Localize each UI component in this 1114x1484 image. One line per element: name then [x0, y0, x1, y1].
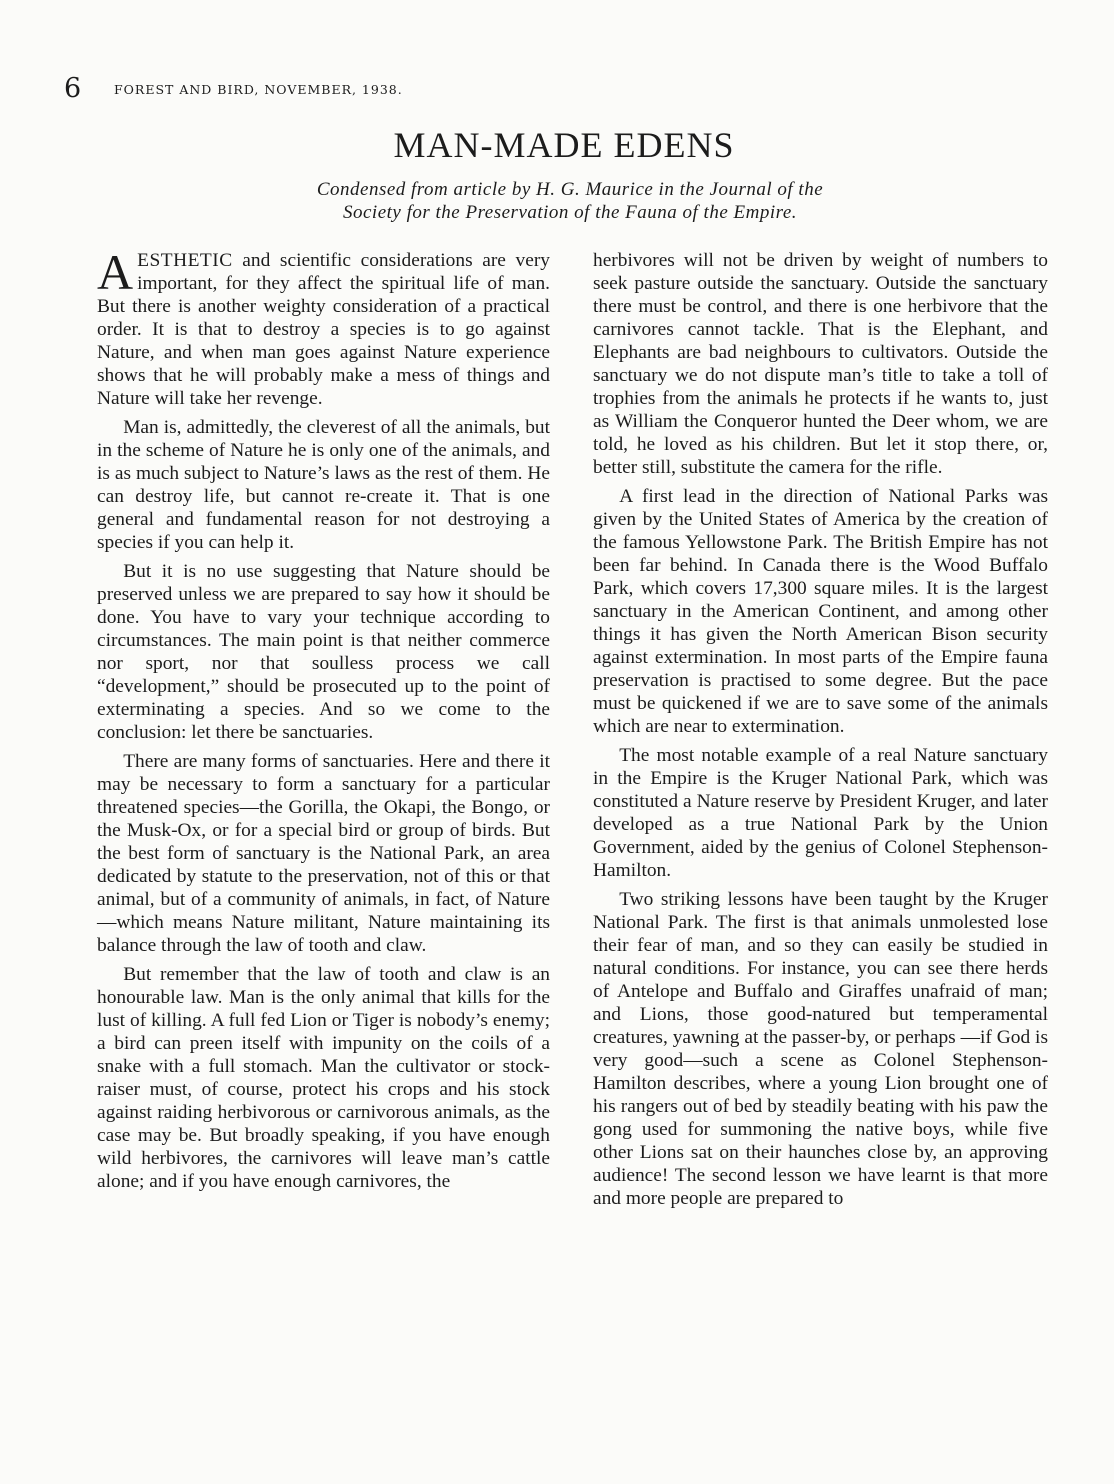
paragraph: Two striking lessons have been taught by the Kruger National Park. The first is that animals unmolested lose their fear of man, and so they can easily be studied in natural conditions. For instance, you can see there herds of Antelope and Buffalo and Giraffes unafraid of man; and Lions, those good-natured but temperamental creatures, yawning at the passer-by, or perhaps —if God is very good—such a scene as Colonel Stephenson-Hamilton describes, where a young Lion brought one of his rangers out of bed by steadily beating with his paw the gong used for summoning the native boys, while five other Lions sat on their haunches close by, an approving audience! The second lesson we have learnt is that more and more people are prepared to: [593, 889, 1048, 1209]
paragraph: But it is no use suggesting that Nature should be preserved unless we are prepared to say how it should be done. You have to vary your technique according to circumstances. The main point is that neither commerce nor sport, nor that soulless process we call “development,” should be prosecuted up to the point of exterminating a species. And so we come to the conclusion: let there be sanctuaries.: [97, 561, 550, 743]
page-number: 6: [64, 73, 82, 104]
left-column: [97, 244, 550, 1193]
article-title: MAN-MADE EDENS: [393, 125, 735, 165]
paragraph: [97, 244, 550, 410]
subtitle-line-1: Condensed from article by H. G. Maurice in the Journal of the: [316, 179, 824, 200]
paragraph: Man is, admittedly, the cleverest of all the animals, but in the scheme of Nature he is only one of the animals, and is as much subject to Nature’s laws as the rest of them. He can destroy life, but cannot re-create it. That is one general and fundamental reason for not destroying a species if you can help it.: [97, 417, 550, 553]
paragraph: herbivores will not be driven by weight of numbers to seek pasture outside the sanctuary. Outside the sanctuary there must be control, and there is one herbivore that the carnivores cannot tackle. That is the Elephant, and Elephants are bad neighbours to cultivators. Outside the sanctuary we do not dispute man’s title to take a toll of trophies from the animals he protects if he wants to, just as William the Conqueror hunted the Deer whom, we are told, he loved as his children. But let it stop there, or, better still, substitute the camera for the rifle.: [593, 250, 1048, 478]
paragraph-text: and scientific considerations are very important, for they affect the spiritual life of man. But there is another weighty consideration of a practical order. It is that to destroy a species is to go against Nature, and when man goes against Nature experience shows that he will probably make a mess of things and Nature will take her revenge.: [97, 250, 550, 409]
publication-line: FOREST AND BIRD, NOVEMBER, 1938.: [114, 82, 403, 97]
paragraph: But remember that the law of tooth and claw is an honourable law. Man is the only animal that kills for the lust of killing. A full fed Lion or Tiger is nobody’s enemy; a bird can preen itself with impunity on the coils of a snake with a full stomach. Man the cultivator or stock-raiser must, of course, protect his crops and his stock against raiding herbivorous or carnivorous animals, as the case may be. But broadly speaking, if you have enough wild herbivores, the carnivores will leave man’s cattle alone; and if you have enough carnivores, the: [97, 964, 550, 1192]
subtitle-line-2: Society for the Preservation of the Fauna of the Empire.: [343, 202, 797, 223]
article-subtitle: [0, 178, 1114, 224]
paragraph: A first lead in the direction of National Parks was given by the United States of America by the creation of the famous Yellowstone Park. The British Empire has not been far behind. In Canada there is the Wood Buffalo Park, which covers 17,300 square miles. It is the largest sanctuary in the American Continent, and among other things it has given the North American Bison security against extermination. In most parts of the Empire fauna preservation is practised to some degree. But the pace must be quickened if we are to save some of the animals which are near to extermination.: [593, 486, 1048, 737]
drop-cap: A: [97, 244, 134, 300]
paragraph: There are many forms of sanctuaries. Here and there it may be necessary to form a sanctuary for a particular threatened species—the Gorilla, the Okapi, the Bongo, or the Musk-Ox, or for a special bird or group of birds. But the best form of sanctuary is the National Park, an area dedicated by statute to the preservation, not of this or that animal, but of a community of animals, in fact, of Nature—which means Nature militant, Nature maintaining its balance through the law of tooth and claw.: [97, 751, 550, 956]
lead-caps: ESTHETIC: [137, 250, 233, 271]
right-column: [593, 249, 1048, 1210]
paragraph: The most notable example of a real Nature sanctuary in the Empire is the Kruger National Park, which was constituted a Nature reserve by President Kruger, and later developed as a true National Park by the Union Government, aided by the genius of Colonel Stephenson-Hamilton.: [593, 745, 1048, 881]
